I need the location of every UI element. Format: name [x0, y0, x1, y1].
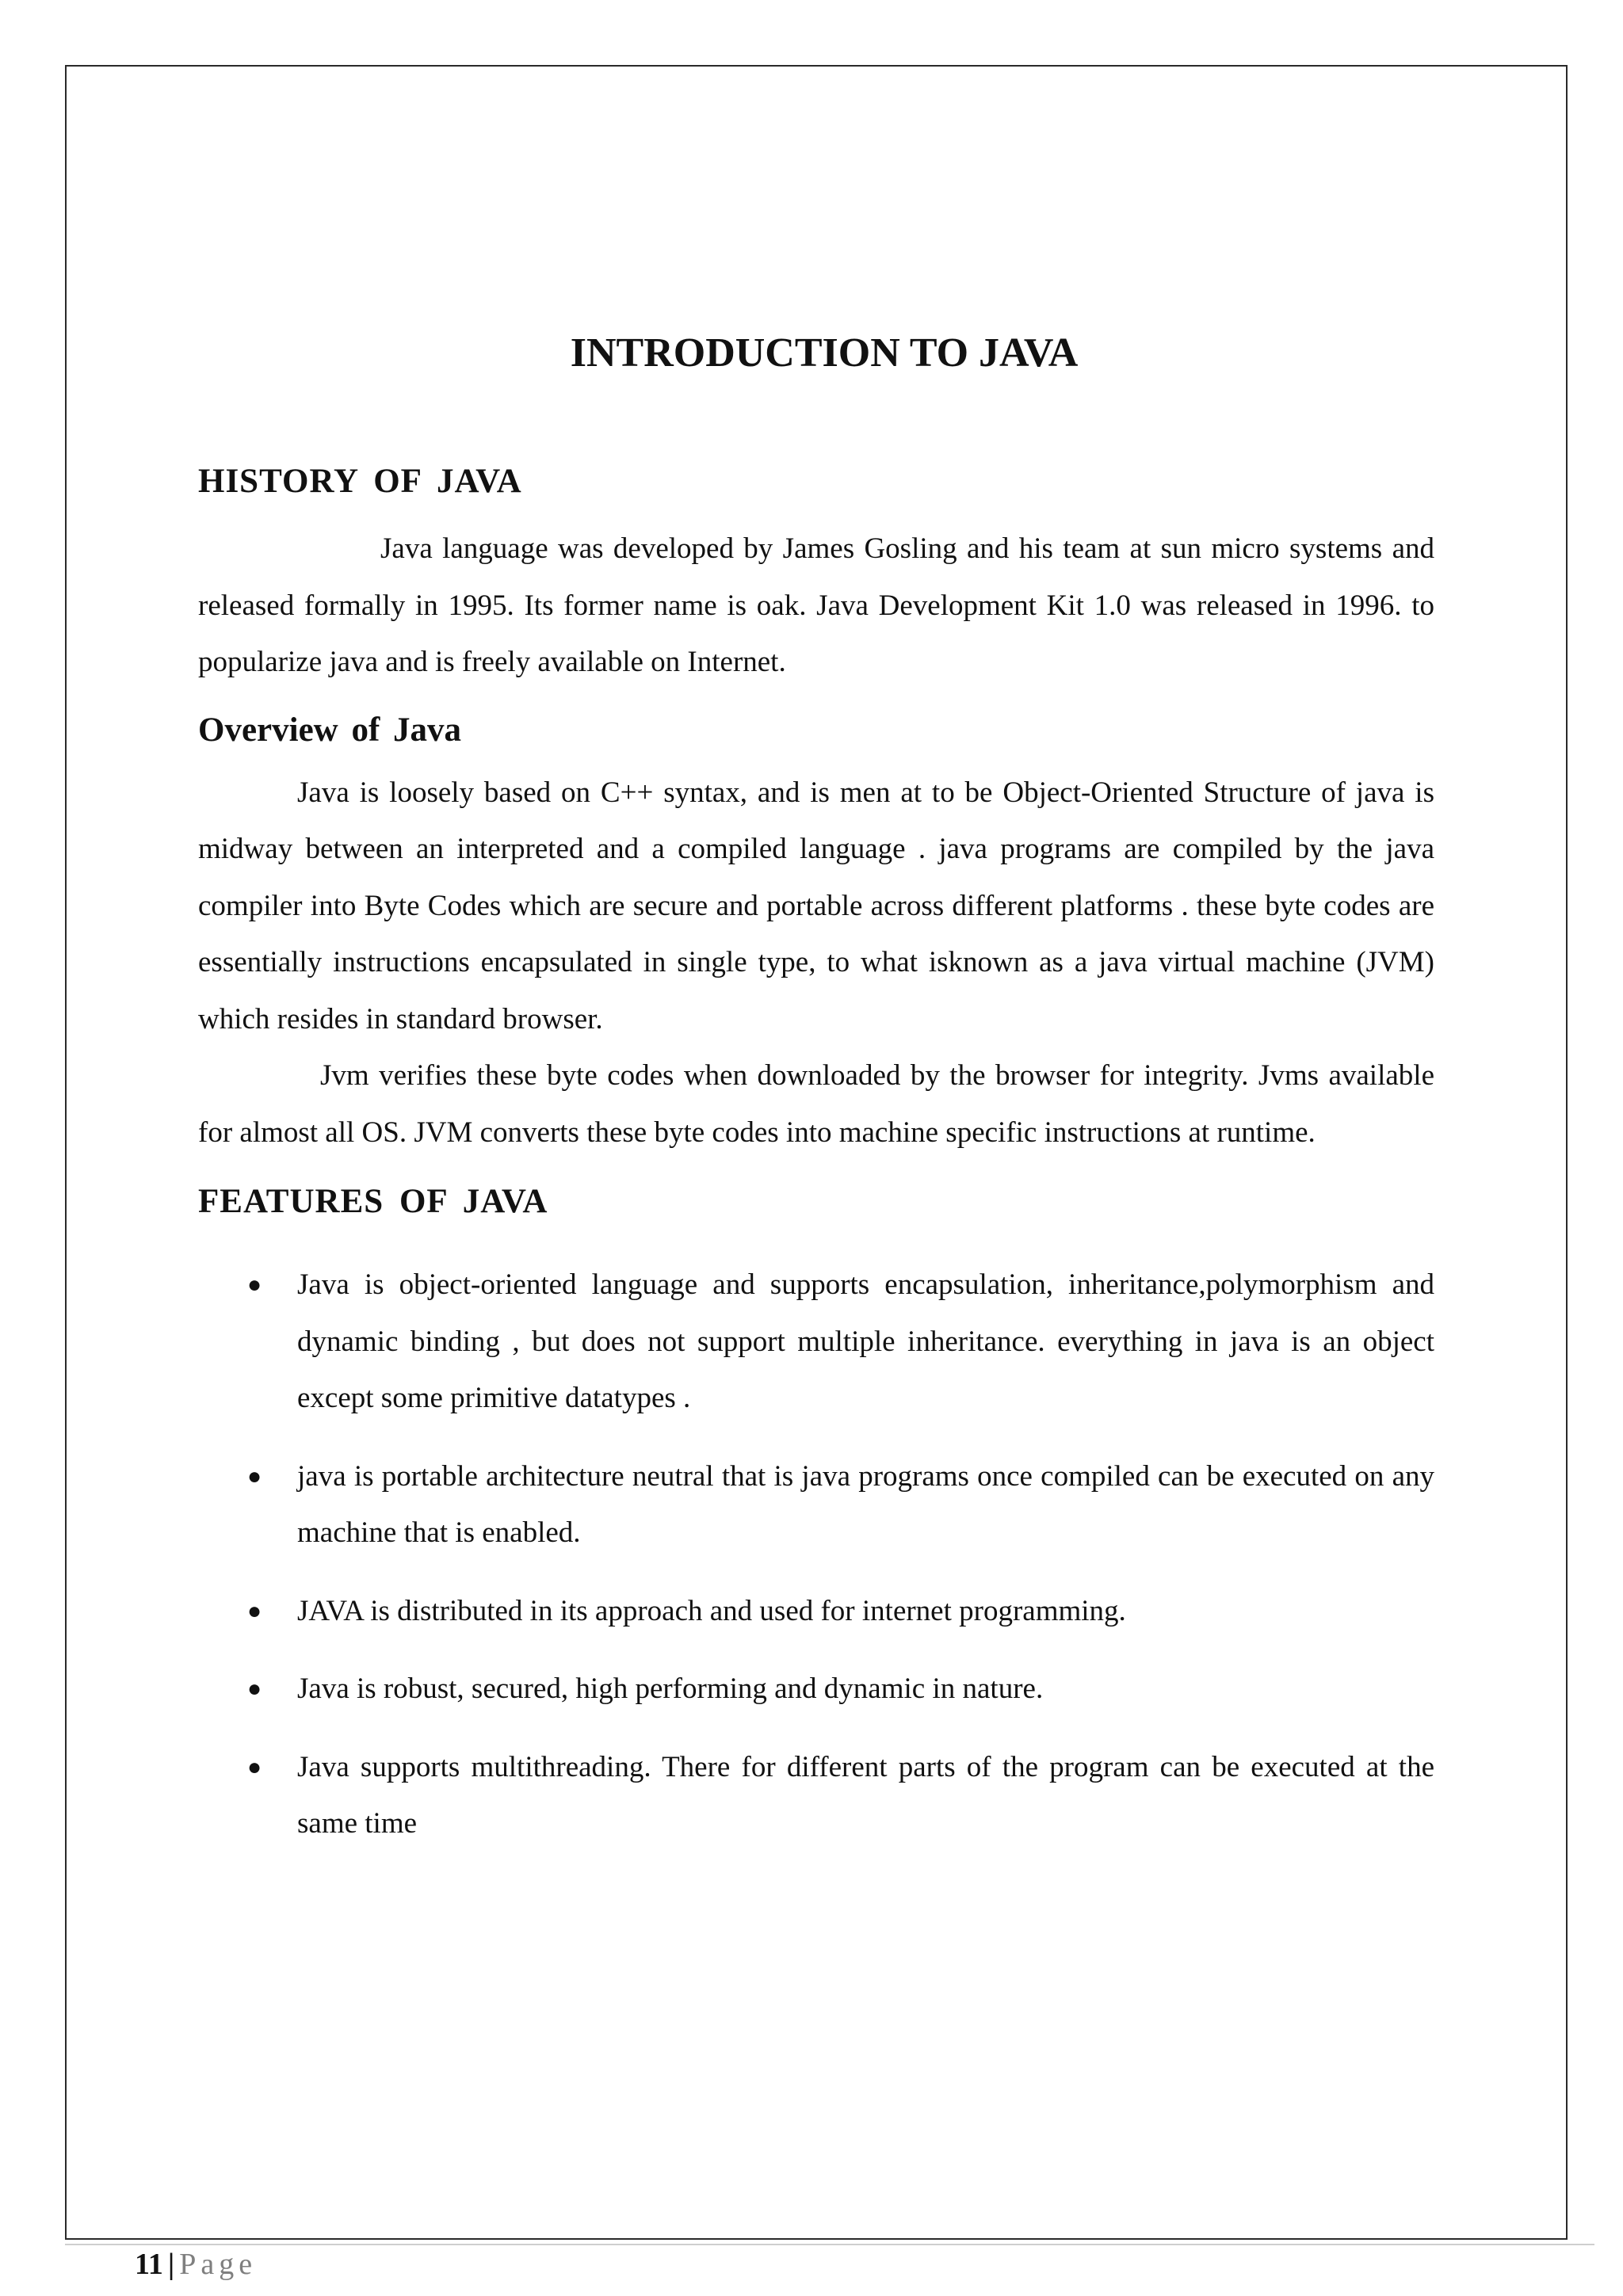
page-separator: | [167, 2248, 175, 2281]
page-footer [135, 2247, 257, 2283]
page-label: Page [179, 2248, 258, 2281]
overview-heading: Overview of Java [198, 711, 462, 749]
feature-text: Java is robust, secured, high performing and dynamic in nature. [297, 1672, 1044, 1705]
bullet-dot-icon: ● [247, 1676, 262, 1702]
history-heading: HISTORY OF JAVA [198, 463, 522, 500]
bullet-dot-icon: ● [247, 1272, 262, 1298]
overview-paragraph-2: Jvm verifies these byte codes when downloaded by the browser for integrity. Jvms available for almost all OS. JVM converts these byte codes into machine specific instructions at runtime. [198, 1059, 1434, 1149]
features-list [198, 1257, 1434, 1852]
feature-text: JAVA is distributed in its approach and used for internet programming. [297, 1594, 1126, 1627]
bullet-dot-icon: ● [247, 1753, 262, 1780]
feature-list-item [198, 1257, 1434, 1427]
feature-text: Java supports multithreading. There for different parts of the program can be executed at the same time [297, 1750, 1434, 1840]
history-paragraph: Java language was developed by James Gosling and his team at sun micro systems and released formally in 1995. Its former name is oak. Java Development Kit 1.0 was released in 1996. to popularize java and is freely available on Internet. [198, 532, 1434, 678]
document-content [198, 317, 1434, 1874]
page-number: 11 [135, 2248, 163, 2281]
features-heading: FEATURES OF JAVA [198, 1183, 548, 1220]
feature-list-item [198, 1448, 1434, 1562]
bullet-dot-icon: ● [247, 1463, 262, 1489]
document-title: INTRODUCTION TO JAVA [570, 330, 1079, 376]
feature-text: java is portable architecture neutral that is java programs once compiled can be executed on any machine that is enabled. [297, 1459, 1434, 1549]
footer-rule [65, 2244, 1594, 2245]
bullet-dot-icon: ● [247, 1597, 262, 1624]
feature-list-item [198, 1583, 1434, 1640]
overview-paragraph-1: Java is loosely based on C++ syntax, and is men at to be Object-Oriented Structure of java is midway between an interpreted and a compiled language . java programs are compiled by the java compiler into Byte Codes which are secure and portable across different platforms . these byte codes are essentially instructions encapsulated in single type, to what isknown as a java virtual machine (JVM) which resides in standard browser. [198, 776, 1434, 1035]
feature-text: Java is object-oriented language and supports encapsulation, inheritance,polymorphism and dynamic binding , but does not support multiple inheritance. everything in java is an object except some primitive datatypes . [297, 1268, 1434, 1414]
feature-list-item [198, 1739, 1434, 1852]
feature-list-item [198, 1661, 1434, 1718]
